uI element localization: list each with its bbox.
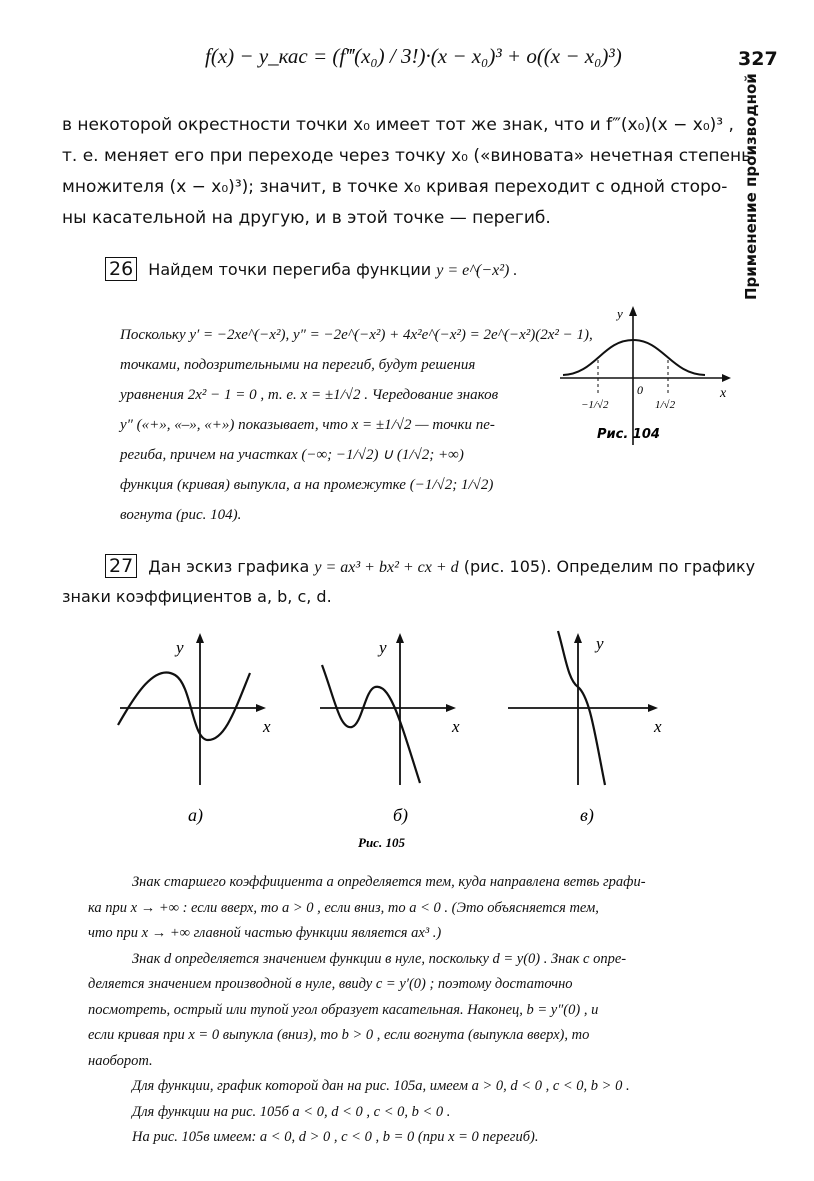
fig104-tick-right: 1/√2	[655, 399, 676, 411]
formula-taylor: f(x) − y_кас = (f‴(x₀) / 3!)·(x − x₀)³ + o((x − x₀)³)	[205, 44, 622, 68]
sol26-line-6: функция (кривая) выпукла, а на промежутке (−1/√2; 1/√2)	[120, 477, 494, 493]
fig105c-y-label: y	[596, 634, 604, 653]
fig105b-x-label: x	[452, 717, 460, 736]
sol27-line-8: наоборот.	[88, 1052, 153, 1069]
task-26-formula: y = e^(−x²) .	[436, 262, 518, 279]
fig105b-y-arrow	[396, 633, 404, 643]
task-27-number: 27	[105, 554, 137, 578]
fig105-caption: Рис. 105	[358, 835, 405, 850]
fig105a-curve	[118, 672, 250, 740]
sol26-line-1: Поскольку y′ = −2xe^(−x²), y″ = −2e^(−x²) + 4x²e^(−x²) = 2e^(−x²)(2x² − 1),	[120, 327, 593, 343]
sol26-line-3: уравнения 2x² − 1 = 0 , т. е. x = ±1/√2 . Чередование знаков	[120, 387, 499, 403]
fig105a-y-label: y	[176, 638, 184, 657]
sol27-line-9: Для функции, график которой дан на рис. 105а, имеем a > 0, d < 0 , c < 0, b > 0 .	[132, 1078, 630, 1094]
intro-line-4: ны касательной на другую, и в этой точке — перегиб.	[62, 208, 551, 228]
fig105-panel-c	[508, 631, 662, 826]
figure-104	[555, 300, 735, 450]
fig105b-x-arrow	[446, 704, 456, 712]
intro-line-1: в некоторой окрестности точки x₀ имеет тот же знак, что и f‴(x₀)(x − x₀)³ ,	[62, 115, 734, 135]
sol26-line-5: региба, причем на участках (−∞; −1/√2) ∪ (1/√2; +∞)	[120, 447, 464, 463]
fig104-y-label: y	[617, 306, 623, 321]
sol27-line-3: что при x → +∞ главной частью функции является ax³ .)	[88, 925, 442, 941]
page-number: 327	[738, 48, 778, 70]
sol27-line-6: посмотреть, острый или тупой угол образует касательная. Наконец, b = y″(0) , и	[88, 1001, 599, 1018]
task-26-text: Найдем точки перегиба функции	[148, 260, 432, 279]
fig105a-x-label: x	[263, 717, 271, 736]
fig105c-x-label: x	[654, 717, 662, 736]
figure-105	[100, 625, 690, 855]
sol26-line-4: y″ («+», «–», «+») показывает, что x = ±1/√2 — точки пе-	[120, 417, 495, 433]
task-26-solution	[120, 320, 593, 530]
fig104-zero: 0	[637, 383, 643, 397]
fig105a-x-arrow	[256, 704, 266, 712]
fig105-panel-a	[118, 633, 271, 826]
task-27-formula: y = ax³ + bx² + cx + d	[314, 559, 459, 576]
intro-paragraph	[62, 110, 752, 234]
fig105b-curve	[322, 665, 420, 783]
fig104-y-arrow	[629, 306, 637, 316]
intro-line-2: т. е. меняет его при переходе через точку x₀ («виновата» нечетная степень	[62, 146, 752, 166]
sol26-line-7: вогнута (рис. 104).	[120, 507, 242, 523]
task-27-solution	[88, 870, 724, 1151]
fig105c-panel-label: в)	[580, 805, 594, 825]
fig104-tick-left: −1/√2	[581, 399, 609, 411]
task-27-text-line2: знаки коэффициентов a, b, c, d.	[62, 587, 332, 606]
intro-line-3: множителя (x − x₀)³); значит, в точке x₀ кривая переходит с одной сторо-	[62, 177, 728, 197]
sol27-line-5: деляется значением производной в нуле, ввиду c = y′(0) ; поэтому достаточно	[88, 976, 573, 992]
sol27-line-11: На рис. 105в имеем: a < 0, d > 0 , c < 0 , b = 0 (при x = 0 перегиб).	[132, 1129, 539, 1145]
fig105a-y-arrow	[196, 633, 204, 643]
fig105-panel-b	[320, 633, 460, 826]
task-26-number: 26	[105, 257, 137, 281]
fig104-x-arrow	[722, 374, 731, 382]
fig105c-y-arrow	[574, 633, 582, 643]
sol27-line-4: Знак d определяется значением функции в нуле, поскольку d = y(0) . Знак c опре-	[132, 950, 627, 967]
fig105b-y-label: y	[379, 638, 387, 657]
task-27-text-b: (рис. 105). Определим по графику	[463, 557, 756, 576]
task-27-heading	[62, 552, 756, 611]
fig104-caption: Рис. 104	[597, 427, 660, 442]
fig104-gauss-curve	[563, 340, 705, 375]
sol27-line-2: ка при x → +∞ : если вверх, то a > 0 , если вниз, то a < 0 . (Это объясняется тем,	[88, 899, 599, 916]
sol27-line-10: Для функции на рис. 105б a < 0, d < 0 , c < 0, b < 0 .	[132, 1103, 451, 1120]
fig105c-x-arrow	[648, 704, 658, 712]
task-26-heading	[105, 257, 517, 281]
task-27-text-a: Дан эскиз графика	[148, 557, 310, 576]
fig104-x-label: x	[720, 386, 727, 401]
section-side-label: Применение производной	[742, 73, 760, 300]
sol27-line-1: Знак старшего коэффициента a определяется тем, куда направлена ветвь графи-	[132, 874, 646, 890]
sol27-line-7: если кривая при x = 0 выпукла (вниз), то b > 0 , если вогнута (выпукла вверх), то	[88, 1027, 590, 1043]
sol26-line-2: точками, подозрительными на перегиб, будут решения	[120, 357, 476, 373]
fig105b-panel-label: б)	[393, 805, 409, 825]
fig105a-panel-label: а)	[188, 805, 203, 825]
